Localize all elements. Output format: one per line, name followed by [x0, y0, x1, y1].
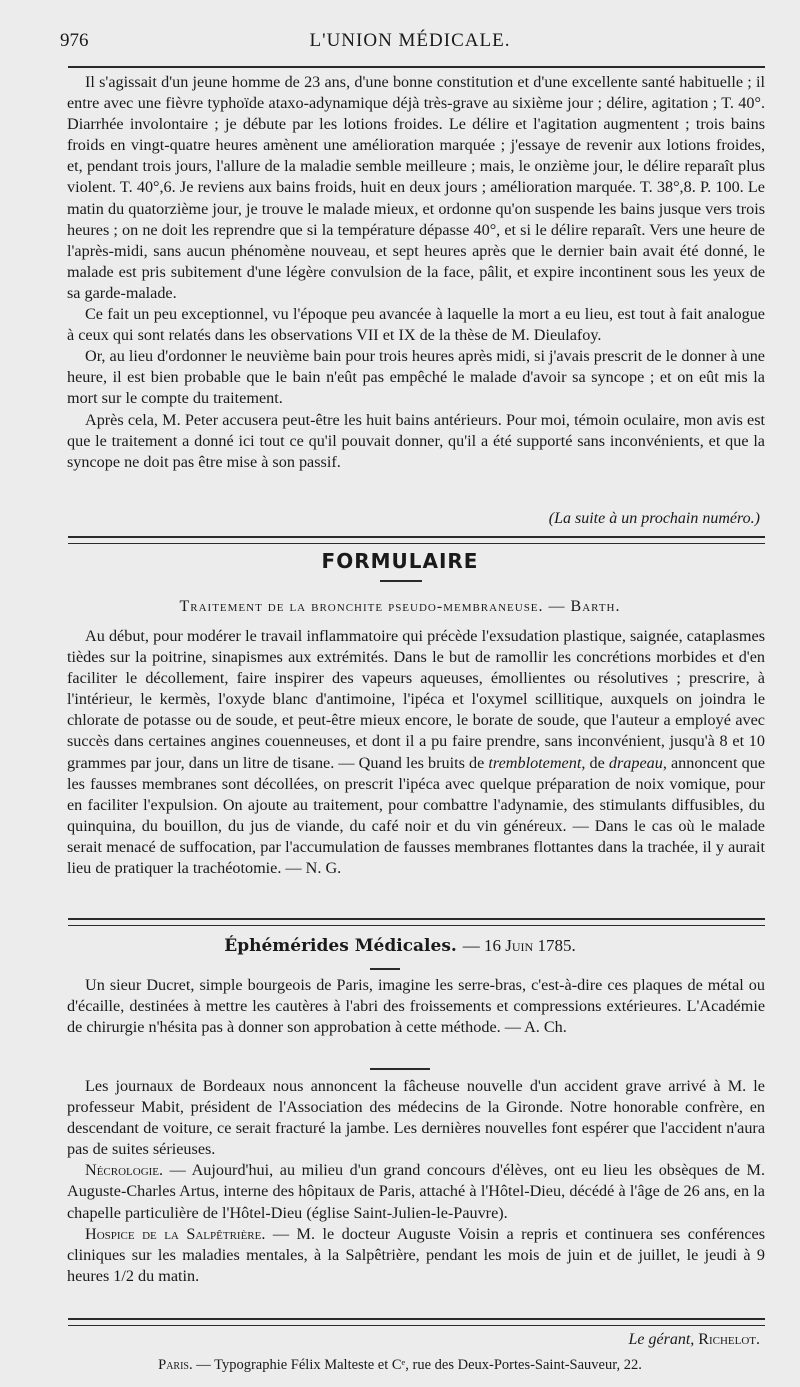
- formulaire-italic-1: tremblotement: [488, 753, 582, 772]
- news-necrologie: [67, 1160, 765, 1223]
- section-divider-1: [68, 536, 765, 544]
- article-paragraph-1: Il s'agissait d'un jeune homme de 23 ans, d'une bonne constitution et d'une excellente santé habituelle ; il entre avec une fièvre typhoïde ataxo-adynamique déjà très-grave au sixième jour ; délire, agitation ; T. 40°. Diarrhée involontaire ; je débute par les lotions froides. Le délire et l'agitation augmentent ; trois bains froids en vingt-quatre heures amènent une amélioration marquée ; j'essaye de revenir aux lotions froides, et, pendant trois jours, l'allure de la maladie semble meilleure ; mais, le onzième jour, le délire reparaît plus violent. T. 40°,6. Je reviens aux bains froids, huit en deux jours ; amélioration marquée. T. 38°,8. P. 100. Le matin du quatorzième jour, je trouve le malade mieux, et ordonne qu'on suspende les bains jusque vers trois heures ; on ne doit les reprendre que si la température dépasse 40°, et si le délire reparaît. Vers une heure de l'après-midi, sans aucun phénomène nouveau, et sept heures après que le dernier bain avait été donné, le malade est pris subitement d'une légère convulsion de la face, pâlit, et expire incontinent sous les yeux de sa garde-malade.: [67, 73, 765, 302]
- ephemerides-date: — 16 Juin 1785.: [462, 936, 576, 955]
- formulaire-title-rule: [380, 580, 422, 582]
- formulaire-italic-2: drapeau: [608, 753, 663, 772]
- formulaire-paragraph: [67, 626, 765, 879]
- gerant-label: Le gérant,: [628, 1331, 695, 1348]
- necrologie-text: — Aujourd'hui, au milieu d'un grand concours d'élèves, ont eu lieu les obsèques de M. Auguste-Charles Artus, interne des hôpitaux de Paris, attaché à l'Hôtel-Dieu, décédé à l'âge de 26 ans, en la chapelle particulière de l'Hôtel-Dieu (église Saint-Julien-le-Pauvre).: [67, 1161, 765, 1222]
- gerant-name: Richelot.: [698, 1331, 760, 1348]
- news-separator: [370, 1068, 430, 1070]
- salpetriere-text: — M. le docteur Auguste Voisin a repris et continuera ses conférences cliniques sur les maladies mentales, à la Salpêtrière, pendant les mois de juin et de juillet, le jeudi à 9 heures 1/2 du matin.: [67, 1224, 765, 1285]
- article-paragraph-3: Or, au lieu d'ordonner le neuvième bain pour trois heures après midi, si j'avais prescrit de le donner à une heure, il est bien probable que le bain n'eût pas empêché le malade d'avoir sa syncope ; et on eût mis la mort sur le compte du traitement.: [67, 347, 765, 408]
- formulaire-text-3: , annoncent que les fausses membranes sont décollées, on prescrit l'ipéca avec quelque préparation de noix vomique, pour en faciliter l'expulsion. On ajoute au traitement, pour combattre l'adynamie, des stimulants diffusibles, du quinquina, du bouillon, du jus de viande, du café noir et du vin généreux. — Dans le cas où le malade serait menacé de suffocation, par l'accumulation de fausses membranes flottantes dans la trachée, il y aurait lieu de pratiquer la trachéotomie. — N. G.: [67, 753, 766, 878]
- section-divider-2: [68, 918, 765, 926]
- section-divider-3: [68, 1318, 765, 1326]
- ephemerides-body: [67, 975, 765, 1038]
- article-paragraph-4: Après cela, M. Peter accusera peut-être les huit bains antérieurs. Pour moi, témoin oculaire, mon avis est que le traitement a donné ici tout ce qu'il pouvait donner, qu'il a été supporté sans inconvénients, et que la syncope ne doit pas être mise à son passif.: [67, 410, 765, 471]
- formulaire-title: FORMULAIRE: [321, 549, 479, 573]
- journal-title: L'UNION MÉDICALE.: [309, 30, 511, 51]
- formulaire-subtitle: Traitement de la bronchite pseudo-membraneuse. — Barth.: [179, 598, 621, 615]
- ephemerides-title: [0, 936, 800, 956]
- article-body: [67, 72, 765, 473]
- formulaire-body: [67, 626, 765, 879]
- news-bordeaux: Les journaux de Bordeaux nous annoncent la fâcheuse nouvelle d'un accident grave arrivé à M. le professeur Mabit, président de l'Association des médecins de la Gironde. Notre honorable confrère, en descendant de voiture, ce serait fracturé la jambe. Les dernières nouvelles font espérer que l'accident n'aura pas de suites sérieuses.: [67, 1077, 765, 1159]
- header-rule: [68, 66, 765, 68]
- ephemerides-title-rule: [370, 968, 400, 970]
- page-header: [60, 30, 760, 60]
- footer-city: Paris.: [158, 1357, 193, 1373]
- necrologie-label: Nécrologie.: [85, 1161, 164, 1180]
- news-salpetriere: [67, 1224, 765, 1287]
- news-body: [67, 1076, 765, 1287]
- ephemerides-heading: Éphémérides Médicales.: [224, 936, 457, 956]
- page-number: 976: [60, 30, 89, 51]
- article-paragraph-2: Ce fait un peu exceptionnel, vu l'époque peu avancée à laquelle la mort a eu lieu, est tout à fait analogue à ceux qui sont relatés dans les observations VII et IX de la thèse de M. Dieulafoy.: [67, 305, 765, 345]
- continuation-note: (La suite à un prochain numéro.): [548, 510, 760, 527]
- gerant-signature: [629, 1331, 761, 1349]
- printer-footer: [0, 1357, 800, 1374]
- salpetriere-label: Hospice de la Salpêtrière.: [85, 1224, 266, 1243]
- formulaire-text-2: , de: [581, 753, 609, 772]
- footer-text: — Typographie Félix Malteste et Cᵉ, rue des Deux-Portes-Saint-Sauveur, 22.: [192, 1357, 642, 1373]
- ephemerides-paragraph: Un sieur Ducret, simple bourgeois de Paris, imagine les serre-bras, c'est-à-dire ces plaques de métal ou d'écaille, destinées à mettre les cautères à l'abri des froissements et compressions extérieures. L'Académie de chirurgie n'hésita pas à donner son approbation à cette méthode. — A. Ch.: [67, 976, 765, 1037]
- formulaire-text-1: Au début, pour modérer le travail inflammatoire qui précède l'exsudation plastique, saignée, cataplasmes tièdes sur la poitrine, sinapismes aux extrémités. Dans le but de ramollir les concrétions morbides et d'en faciliter le décollement, faire inspirer des vapeurs aqueuses, émollientes ou résolutives ; prescrire, à l'intérieur, le kermès, l'oxyde blanc d'antimoine, l'ipéca et l'oxymel scillitique, auxquels on joindra le chlorate de potasse ou de soude, et peut-être mieux encore, le borate de soude, que l'auteur a employé avec succès dans certaines angines couenneuses, et dont il a pu faire prendre, sans inconvénient, jusqu'à 8 et 10 grammes par jour, dans un litre de tisane. — Quand les bruits de: [67, 627, 765, 772]
